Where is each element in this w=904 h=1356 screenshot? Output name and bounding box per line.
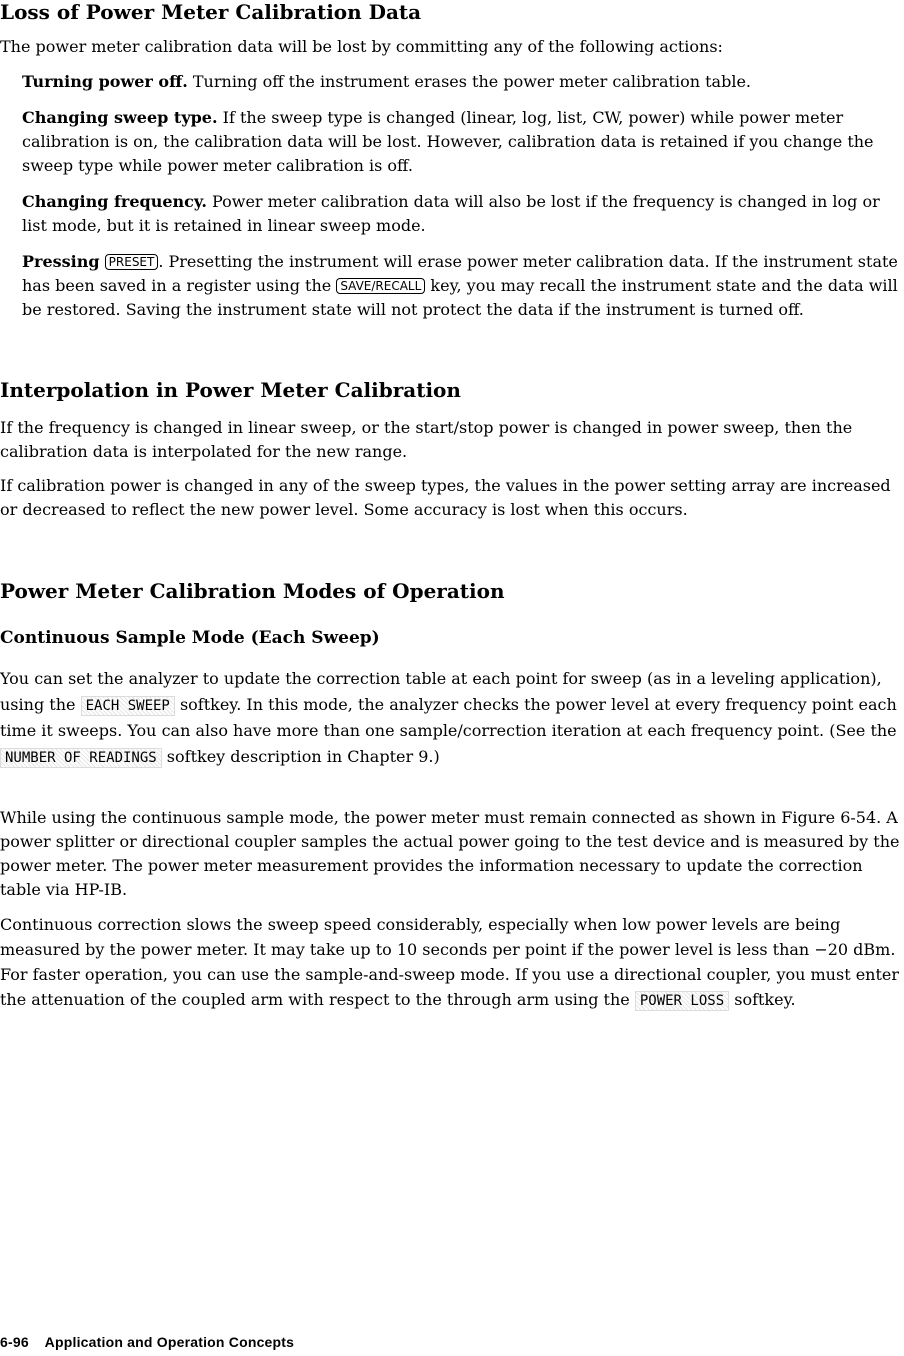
list-item <box>22 190 892 238</box>
intro-paragraph: The power meter calibration data will be lost by committing any of the following actions: <box>0 37 723 56</box>
item-lead: Changing sweep type. <box>22 108 218 127</box>
subsection-title-continuous: Continuous Sample Mode (Each Sweep) <box>0 628 380 648</box>
paragraph-text: You can set the analyzer to update the correction table at each point for sweep (as in a leveling application), using the <box>0 669 882 714</box>
section-title-modes: Power Meter Calibration Modes of Operation <box>0 579 505 603</box>
item-text: Power meter calibration data will also be lost if the frequency is changed in log or list mode, but it is retained in linear sweep mode. <box>22 192 880 235</box>
number-of-readings-softkey[interactable]: NUMBER OF READINGS <box>0 748 162 768</box>
paragraph-text: softkey. <box>729 990 796 1009</box>
paragraph: If calibration power is changed in any of the sweep types, the values in the power setting array are increased or decreased to reflect the new power level. Some accuracy is lost when this occurs. <box>0 476 891 519</box>
page-footer: 6-96 Application and Operation Concepts <box>0 1334 295 1350</box>
item-text: If the sweep type is changed (linear, log, list, CW, power) while power meter calibration is on, the calibration data will be lost. However, calibration data is retained if you change the sweep type while power meter calibration is off. <box>22 108 874 175</box>
list-item-pressing <box>22 250 898 322</box>
list-item <box>22 70 892 94</box>
list-item <box>22 106 892 178</box>
section-title-interpolation: Interpolation in Power Meter Calibration <box>0 378 461 402</box>
paragraph-text: Continuous correction slows the sweep speed considerably, especially when low power levels are being measured by the power meter. It may take up to 10 seconds per point if the power level is less than −20 dBm. For faster operation, you can use the sample-and-sweep mode. If you use a directional coupler, you must enter the attenuation of the coupled arm with respect to the through arm using the <box>0 915 900 1009</box>
section-title-loss: Loss of Power Meter Calibration Data <box>0 0 422 24</box>
preset-key[interactable]: PRESET <box>105 254 159 270</box>
paragraph: While using the continuous sample mode, the power meter must remain connected as shown in Figure 6-54. A power splitter or directional coupler samples the actual power going to the test device and is measured by the power meter. The power meter measurement provides the information necessary to update the correction table via HP-IB. <box>0 808 900 899</box>
save-recall-key[interactable]: SAVE/RECALL <box>336 278 425 294</box>
item-lead: Pressing <box>22 252 100 271</box>
paragraph-text: softkey description in Chapter 9.) <box>161 747 440 766</box>
item-lead: Turning power off. <box>22 72 188 91</box>
each-sweep-softkey[interactable]: EACH SWEEP <box>81 696 175 716</box>
item-text: Turning off the instrument erases the power meter calibration table. <box>187 72 751 91</box>
item-text: key, you may recall the instrument state and the data will be restored. Saving the instrument state will not protect the data if the instrument is turned off. <box>22 276 898 319</box>
paragraph-text: softkey. In this mode, the analyzer checks the power level at every frequency point each time it sweeps. You can also have more than one sample/correction iteration at each frequency point. (See the <box>0 695 897 740</box>
paragraph <box>0 666 900 770</box>
item-lead: Changing frequency. <box>22 192 207 211</box>
paragraph <box>0 912 900 1012</box>
power-loss-softkey[interactable]: POWER LOSS <box>635 991 729 1011</box>
paragraph: If the frequency is changed in linear sweep, or the start/stop power is changed in power sweep, then the calibration data is interpolated for the new range. <box>0 418 853 461</box>
item-text: . Presetting the instrument will erase power meter calibration data. If the instrument state has been saved in a register using the <box>22 252 898 295</box>
